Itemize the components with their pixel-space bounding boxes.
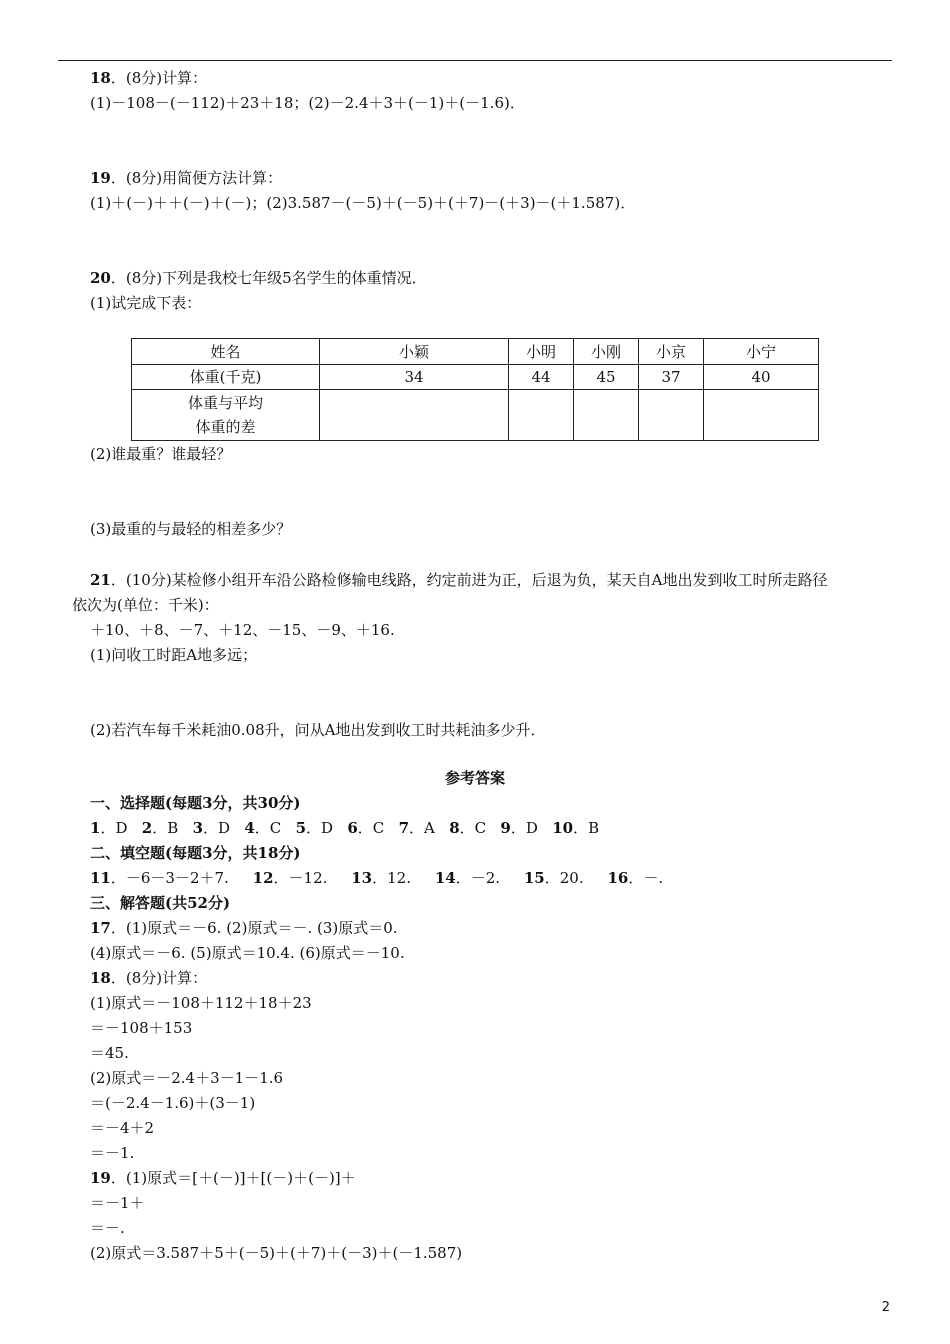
answer-18-line: ＝－1.: [90, 1144, 135, 1162]
table-cell-empty: [704, 390, 819, 441]
table-row-label: [132, 390, 320, 441]
choice-answer: 8．C: [449, 819, 487, 837]
q20-part3: (3)最重的与最轻的相差多少？: [90, 520, 292, 538]
answer-18-line: ＝45.: [90, 1044, 129, 1062]
answer-19-line: ＝－1＋: [90, 1194, 145, 1212]
fill-answer: 14．－2.: [434, 869, 501, 887]
answers-section-3: 三、解答题(共52分): [90, 894, 231, 912]
table-cell: 37: [639, 365, 704, 390]
answer-18-number: 18: [90, 969, 111, 987]
fill-answer: 11．－6－3－2＋7.: [90, 869, 229, 887]
answer-18-header: 18．(8分)计算：: [90, 969, 208, 987]
q18-header: [90, 68, 207, 88]
answer-17-line2: (4)原式＝－6. (5)原式＝10.4. (6)原式＝－10.: [90, 944, 405, 962]
q20-part1: (1)试完成下表：: [90, 294, 202, 312]
table-header-cell: 姓名: [132, 339, 320, 365]
q21-header-cont: 依次为(单位：千米)：: [72, 596, 219, 614]
table-cell-empty: [639, 390, 704, 441]
answer-19-line1: 19．(1)原式＝[＋(－)]＋[(－)＋(－)]＋: [90, 1169, 356, 1187]
q20-header: [90, 268, 427, 288]
choice-answer: 1．D: [90, 819, 128, 837]
q18-number: 18: [90, 69, 111, 87]
answers-section-2: 二、填空题(每题3分，共18分): [90, 844, 301, 862]
answer-18-line: ＝－4＋2: [90, 1119, 155, 1137]
choice-answers: [90, 818, 599, 838]
table-row-label: 体重(千克): [132, 365, 320, 390]
answer-18-line: (1)原式＝－108＋112＋18＋23: [90, 994, 312, 1012]
answer-19-line: (2)原式＝3.587＋5＋(－5)＋(＋7)＋(－3)＋(－1.587): [90, 1244, 463, 1262]
q21-part1: (1)问收工时距A地多远；: [90, 646, 258, 664]
q19-title: ．(8分)用简便方法计算：: [110, 169, 283, 187]
fill-answer: 13．12.: [351, 869, 411, 887]
table-header-cell: 小京: [639, 339, 704, 365]
q20-part2: (2)谁最重？谁最轻？: [90, 445, 232, 463]
q19-number: 19: [90, 169, 111, 187]
q19-parts: (1)＋(－)＋＋(－)＋(－)；(2)3.587－(－5)＋(－5)＋(＋7)－(＋3)－(＋1.587)．: [90, 194, 636, 212]
q18-parts: (1)－108－(－112)＋23＋18；(2)－2.4＋3＋(－1)＋(－1.6)．: [90, 94, 525, 112]
table-row: [132, 390, 819, 441]
q21-part2: (2)若汽车每千米耗油0.08升，问从A地出发到收工时共耗油多少升．: [90, 721, 546, 739]
answers-title: 参考答案: [444, 769, 505, 787]
q18-title: ．(8分)计算：: [110, 69, 208, 87]
table-cell-empty: [574, 390, 639, 441]
q21-header: [90, 570, 828, 590]
answers-section-1: 一、选择题(每题3分，共30分): [90, 794, 301, 812]
answer-17-line1: 17．(1)原式＝－6. (2)原式＝－. (3)原式＝0.: [90, 919, 398, 937]
table-header-row: [132, 339, 819, 365]
answer-18-line: ＝－108＋153: [90, 1019, 193, 1037]
choice-answer: 9．D: [500, 819, 538, 837]
choice-answer: 7．A: [398, 819, 435, 837]
choice-answer: 5．D: [295, 819, 334, 837]
header-rule: [58, 60, 892, 61]
table-row: [132, 365, 819, 390]
q21-number: 21: [90, 571, 111, 589]
choice-answer: 2．B: [141, 819, 179, 837]
fill-answer: 12．－12.: [252, 869, 328, 887]
q21-values: ＋10、＋8、－7、＋12、－15、－9、＋16.: [90, 621, 395, 639]
answer-19-number: 19: [90, 1169, 111, 1187]
fill-answers: [90, 868, 663, 888]
fill-answer: 16．－.: [607, 869, 664, 887]
table-cell: 44: [509, 365, 574, 390]
fill-answer: 15．20.: [523, 869, 584, 887]
q20-number: 20: [90, 269, 111, 287]
diff-label-line2: 体重的差: [195, 418, 256, 436]
choice-answer: 3．D: [192, 819, 231, 837]
table-cell: 40: [704, 365, 819, 390]
table-header-cell: 小明: [509, 339, 574, 365]
page-number: 2: [881, 1300, 890, 1315]
choice-answer: 4．C: [244, 819, 282, 837]
choice-answer: 10．B: [552, 819, 600, 837]
answer-18-line: ＝(－2.4－1.6)＋(3－1): [90, 1094, 256, 1112]
table-cell: 34: [320, 365, 509, 390]
table-header-cell: 小刚: [574, 339, 639, 365]
table-cell-empty: [320, 390, 509, 441]
q19-header: [90, 168, 282, 188]
answer-19-line: ＝－.: [90, 1219, 125, 1237]
q21-title: ．(10分)某检修小组开车沿公路检修输电线路，约定前进为正，后退为负，某天自A地出发到收工时所走路径: [110, 571, 828, 589]
weight-table: [131, 338, 819, 441]
diff-label-line1: 体重与平均: [187, 394, 263, 412]
q20-title: ．(8分)下列是我校七年级5名学生的体重情况．: [110, 269, 427, 287]
table-cell: 45: [574, 365, 639, 390]
answer-17-number: 17: [90, 919, 111, 937]
table-cell-empty: [509, 390, 574, 441]
answer-18-line: (2)原式＝－2.4＋3－1－1.6: [90, 1069, 284, 1087]
table-header-cell: 小颖: [320, 339, 509, 365]
table-header-cell: 小宁: [704, 339, 819, 365]
choice-answer: 6．C: [347, 819, 385, 837]
